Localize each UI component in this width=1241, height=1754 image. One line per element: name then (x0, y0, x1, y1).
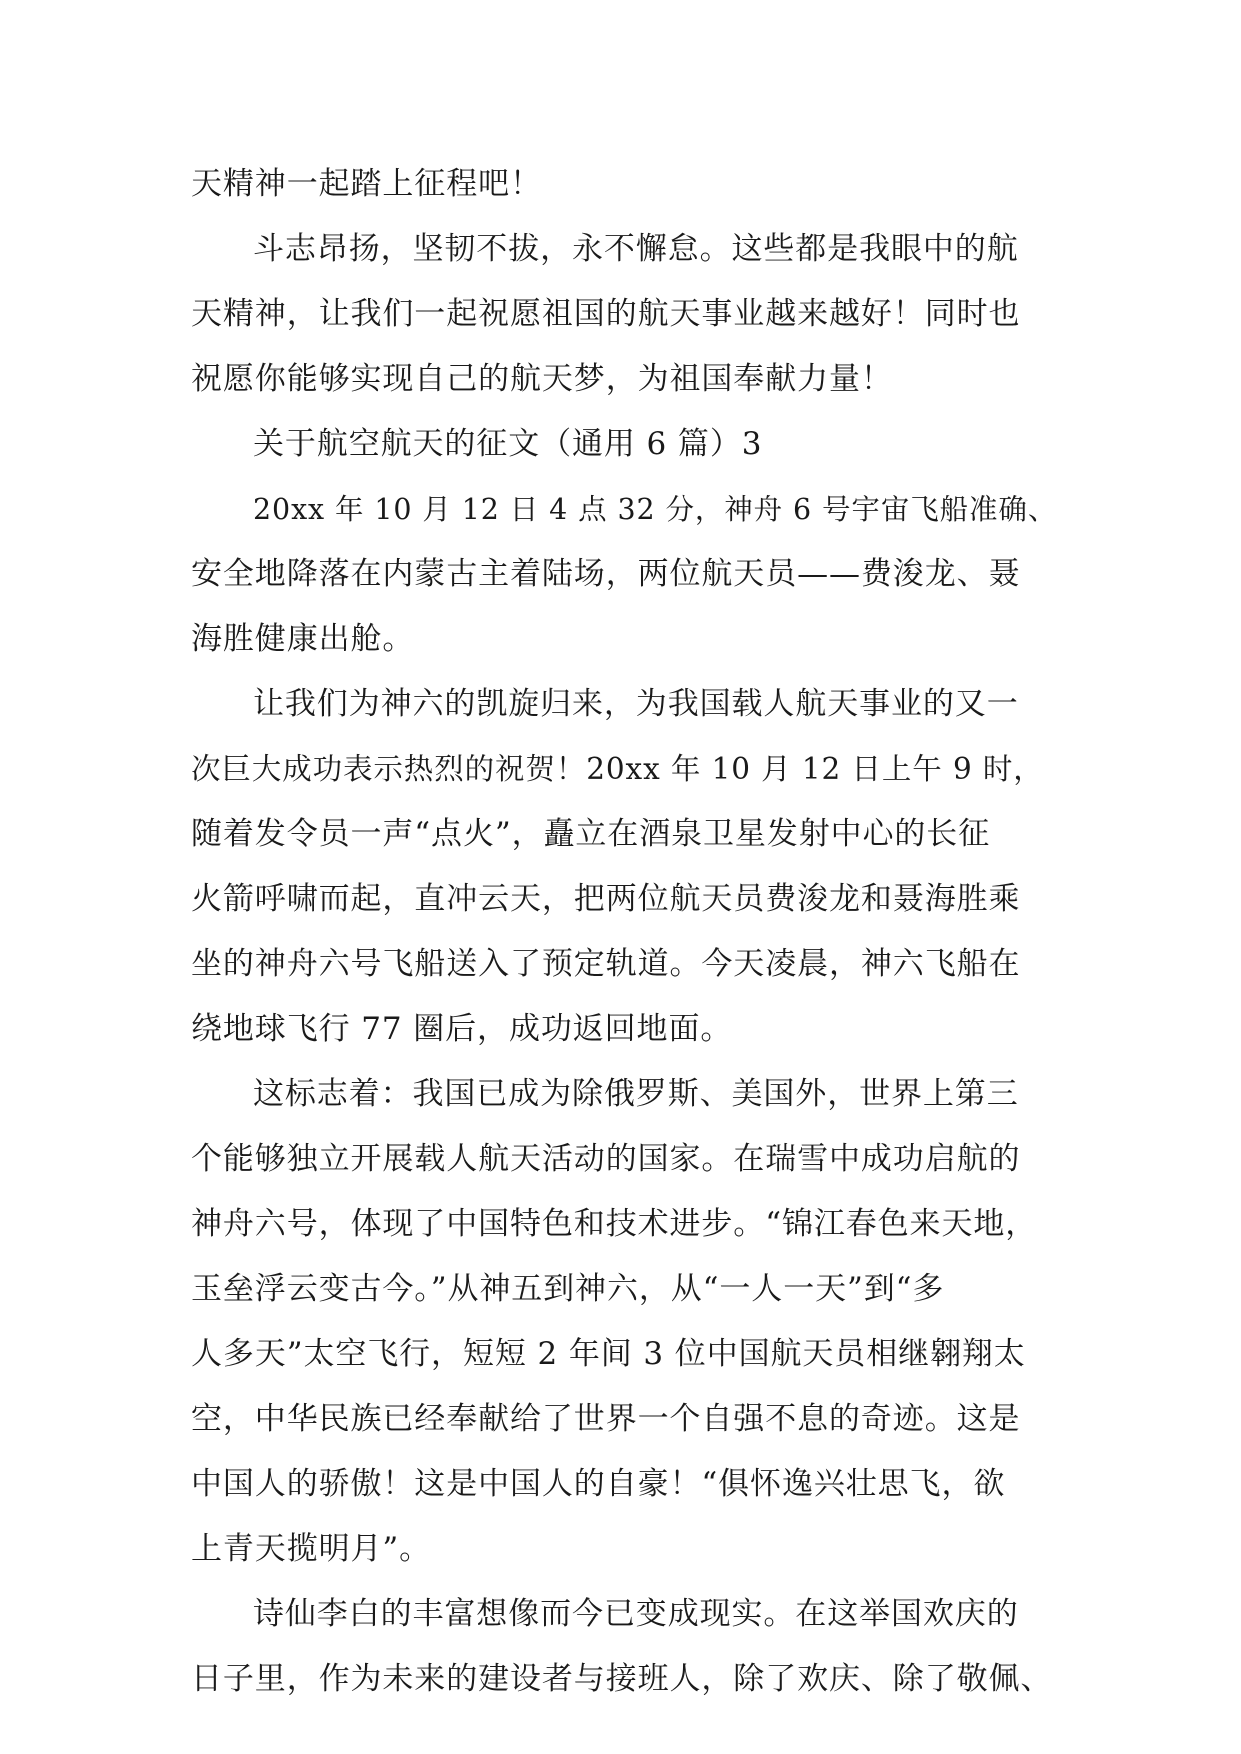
text-line: 空，中华民族已经奉献给了世界一个自强不息的奇迹。这是 (191, 1401, 1021, 1437)
text-line: 斗志昂扬，坚韧不拔，永不懈怠。这些都是我眼中的航 (253, 231, 1019, 267)
text-line: 随着发令员一声“点火”，矗立在酒泉卫星发射中心的长征 (191, 816, 991, 852)
text-line: 这标志着：我国已成为除俄罗斯、美国外，世界上第三 (253, 1076, 1019, 1112)
text-line: 天精神，让我们一起祝愿祖国的航天事业越来越好！同时也 (191, 296, 1021, 332)
text-line: 人多天”太空飞行，短短 2 年间 3 位中国航天员相继翱翔太 (191, 1336, 1026, 1372)
text-line: 诗仙李白的丰富想像而今已变成现实。在这举国欢庆的 (253, 1596, 1019, 1632)
text-line: 祝愿你能够实现自己的航天梦，为祖国奉献力量！ (191, 361, 893, 397)
text-line: 次巨大成功表示热烈的祝贺！20xx 年 10 月 12 日上午 9 时， (191, 752, 1044, 786)
text-line: 让我们为神六的凯旋归来，为我国载人航天事业的又一 (253, 686, 1019, 722)
document-body (191, 152, 1057, 1712)
text-line: 日子里，作为未来的建设者与接班人，除了欢庆、除了敬佩、 (191, 1661, 1053, 1697)
text-line: 天精神一起踏上征程吧！ (191, 166, 542, 202)
text-line: 神舟六号，体现了中国特色和技术进步。“锦江春色来天地， (191, 1206, 1038, 1242)
text-line: 20xx 年 10 月 12 日 4 点 32 分，神舟 6 号宇宙飞船准确、 (253, 493, 1058, 526)
text-line: 绕地球飞行 77 圈后，成功返回地面。 (191, 1011, 733, 1047)
text-line: 个能够独立开展载人航天活动的国家。在瑞雪中成功启航的 (191, 1141, 1021, 1177)
text-line: 安全地降落在内蒙古主着陆场，两位航天员——费浚龙、聂 (191, 556, 1021, 592)
text-line: 火箭呼啸而起，直冲云天，把两位航天员费浚龙和聂海胜乘 (191, 881, 1021, 917)
text-line: 玉垒浮云变古今。”从神五到神六，从“一人一天”到“多 (191, 1271, 945, 1307)
text-line: 中国人的骄傲！这是中国人的自豪！“俱怀逸兴壮思飞，欲 (191, 1466, 1006, 1502)
text-line: 坐的神舟六号飞船送入了预定轨道。今天凌晨，神六飞船在 (191, 946, 1021, 982)
text-line: 上青天揽明月”。 (191, 1531, 432, 1567)
text-line: 海胜健康出舱。 (191, 621, 415, 657)
text-line: 关于航空航天的征文（通用 6 篇）3 (253, 426, 763, 462)
